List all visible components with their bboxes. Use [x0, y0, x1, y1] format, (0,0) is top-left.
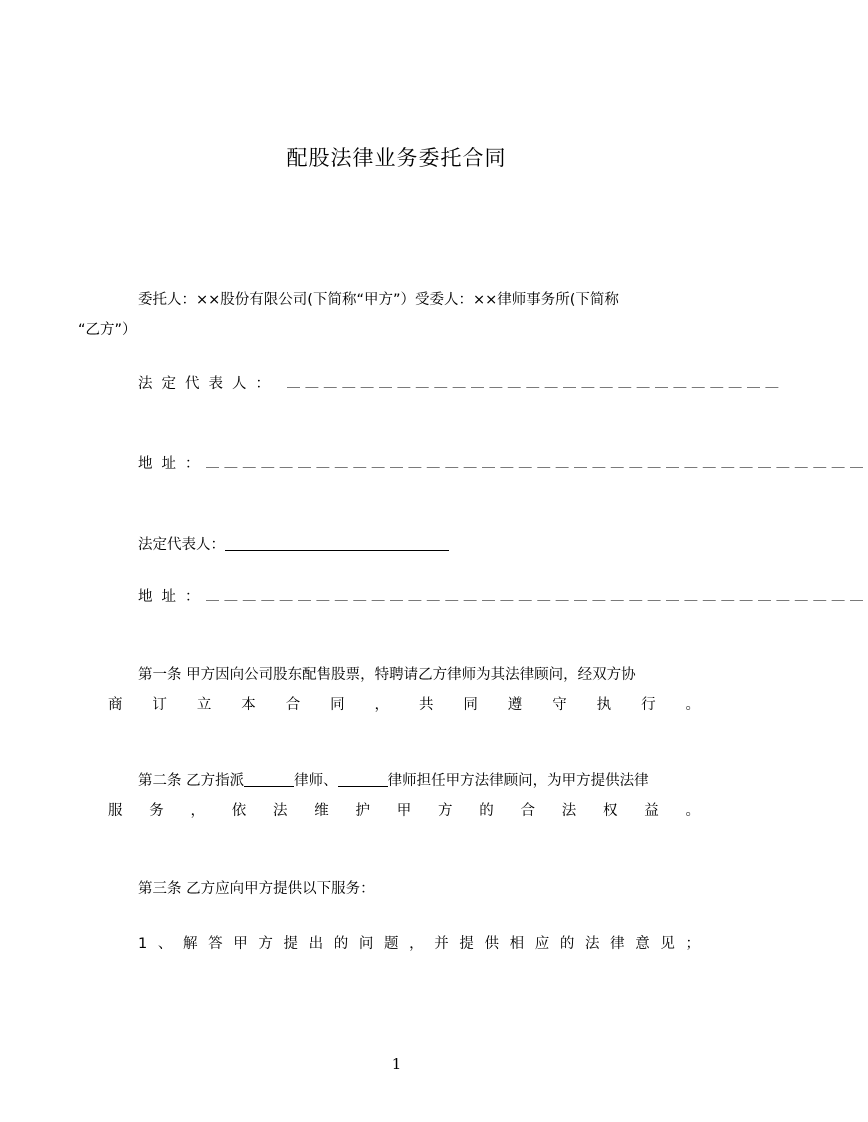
justified-char: 并	[434, 936, 449, 952]
justified-char: 答	[208, 936, 223, 952]
address-label-1: 地址：	[138, 456, 209, 472]
article-1-line-2	[108, 690, 700, 720]
justified-char: 1	[138, 936, 148, 952]
justified-char: 方	[438, 803, 453, 819]
justified-char: 护	[355, 803, 370, 819]
justified-char: ，	[374, 697, 390, 713]
justified-char: 订	[152, 697, 167, 713]
justified-char: 遵	[507, 697, 523, 713]
justified-char: 执	[596, 697, 612, 713]
page-number: 1	[391, 1055, 402, 1073]
article-3-heading: 第三条 乙方应向甲方提供以下服务：	[138, 881, 375, 897]
justified-char: 相	[509, 936, 525, 952]
address-blank-1: ＿＿＿＿＿＿＿＿＿＿＿＿＿＿＿＿＿＿＿＿＿＿＿＿＿＿＿＿＿＿＿＿＿＿＿＿	[206, 455, 868, 470]
justified-char: 甲	[233, 936, 248, 952]
legal-rep-blank-1: ＿＿＿＿＿＿＿＿＿＿＿＿＿＿＿＿＿＿＿＿＿＿＿＿＿＿＿	[287, 375, 784, 390]
address-blank-2: ＿＿＿＿＿＿＿＿＿＿＿＿＿＿＿＿＿＿＿＿＿＿＿＿＿＿＿＿＿＿＿＿＿＿＿＿	[206, 588, 868, 603]
document-title: 配股法律业务委托合同	[286, 146, 507, 170]
article-2	[108, 766, 700, 826]
justified-char: 法	[273, 803, 288, 819]
legal-rep-blank-2	[225, 535, 449, 551]
article-2-text-b: 律师、	[294, 773, 338, 789]
parties-line-2: “乙方”）	[78, 322, 137, 338]
legal-rep-field-2	[138, 533, 449, 554]
legal-rep-label-2: 法定代表人：	[138, 537, 225, 553]
justified-char: 同	[463, 697, 478, 713]
justified-char: 行	[641, 697, 656, 713]
justified-char: 同	[330, 697, 345, 713]
parties-paragraph	[78, 285, 700, 345]
justified-char: 务	[149, 803, 164, 819]
justified-char: 法	[584, 936, 600, 952]
justified-char: 题	[383, 936, 399, 952]
article-2-text-c: 律师担任甲方法律顾问，为甲方提供法律	[387, 773, 649, 789]
justified-char: 维	[314, 803, 329, 819]
justified-char: 的	[479, 803, 494, 819]
legal-rep-label-1: 法定代表人：	[138, 376, 279, 392]
article-2-line-1	[108, 766, 700, 796]
article-3-item-1	[138, 929, 700, 959]
justified-char: 共	[418, 697, 434, 713]
justified-char: 提	[283, 936, 298, 952]
justified-char: 甲	[396, 803, 412, 819]
justified-char: 的	[559, 936, 575, 952]
justified-char: 意	[635, 936, 650, 952]
justified-char: 应	[534, 936, 550, 952]
justified-char: ；	[685, 936, 700, 952]
justified-char: 的	[333, 936, 349, 952]
justified-char: 守	[552, 697, 567, 713]
justified-char: 方	[258, 936, 273, 952]
justified-char: 解	[182, 936, 198, 952]
justified-char: 律	[610, 936, 625, 952]
justified-char: 服	[108, 803, 123, 819]
address-label-2: 地址：	[138, 589, 209, 605]
article-3-item-1-line	[138, 929, 700, 959]
justified-char: 合	[520, 803, 535, 819]
justified-char: 。	[685, 697, 700, 713]
justified-char: 商	[108, 697, 123, 713]
justified-char: 合	[285, 697, 301, 713]
justified-char: ，	[190, 803, 205, 819]
justified-char: ，	[409, 936, 424, 952]
justified-char: 法	[561, 803, 577, 819]
parties-line-1: 委托人：××股份有限公司(下简称“甲方”）受委人：××律师事务所(下简称	[138, 292, 619, 308]
article-2-text-a: 第二条 乙方指派	[138, 773, 245, 789]
justified-char: 权	[603, 803, 618, 819]
justified-char: 见	[660, 936, 675, 952]
article-1-line-1: 第一条 甲方因向公司股东配售股票，特聘请乙方律师为其法律顾问，经双方协	[138, 667, 636, 683]
article-2-line-2	[108, 796, 700, 826]
article-1	[108, 660, 700, 720]
lawyer-blank-1	[244, 771, 294, 787]
lawyer-blank-2	[338, 771, 388, 787]
justified-char: 依	[231, 803, 247, 819]
justified-char: 本	[241, 697, 256, 713]
justified-char: 问	[358, 936, 374, 952]
justified-char: 。	[685, 803, 700, 819]
justified-char: 益	[644, 803, 659, 819]
justified-char: 立	[196, 697, 212, 713]
justified-char: 供	[484, 936, 499, 952]
justified-char: 提	[459, 936, 474, 952]
justified-char: 出	[308, 936, 324, 952]
justified-char: 、	[157, 936, 173, 952]
